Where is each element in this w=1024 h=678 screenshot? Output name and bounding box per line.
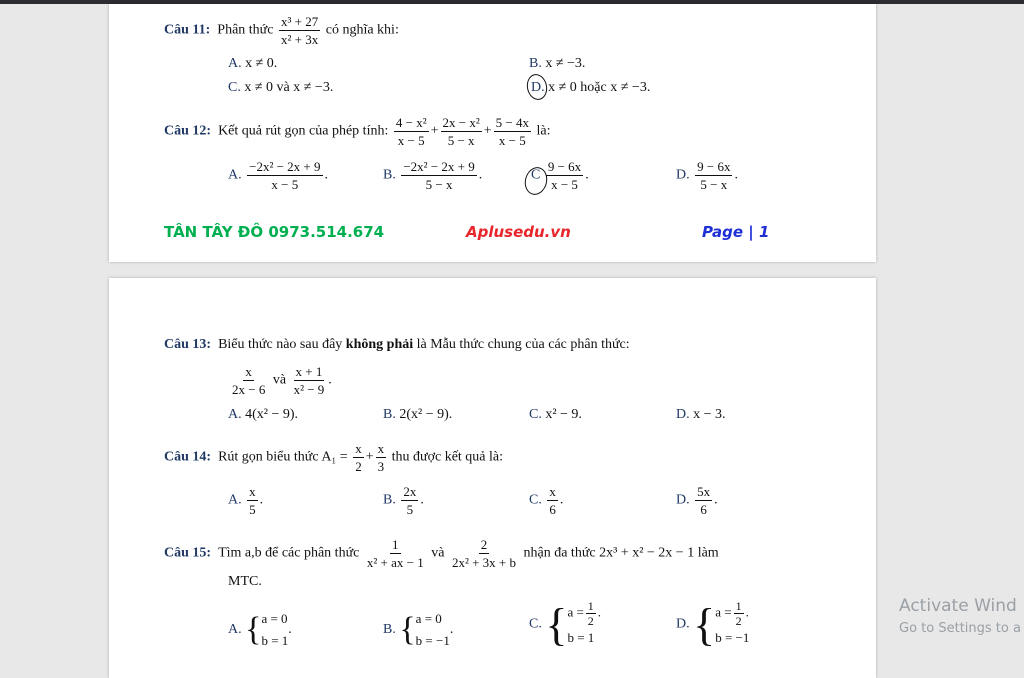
option-c bbox=[228, 80, 333, 96]
question-suffix: nhận đa thức 2x³ + x² − 2x − 1 làm bbox=[523, 545, 719, 561]
numerator: x³ + 27 bbox=[281, 14, 319, 29]
fraction bbox=[365, 537, 426, 570]
footer-page-number: Page | 1 bbox=[702, 223, 770, 241]
option-letter: C bbox=[531, 167, 541, 183]
option-b: B. { a = 0 b = −1 . bbox=[383, 608, 453, 652]
option-c: C $\frac{9 - 6x}{x - 5}$ . bbox=[531, 159, 589, 192]
question-11 bbox=[164, 14, 399, 47]
option-b bbox=[529, 56, 585, 72]
denominator: 2x² + 3x + b bbox=[451, 555, 516, 570]
conjunction: và bbox=[431, 545, 445, 561]
fraction bbox=[247, 484, 258, 517]
option-letter: C. bbox=[228, 80, 241, 95]
fraction bbox=[230, 364, 267, 397]
denominator: x² − 9 bbox=[293, 382, 325, 397]
fraction bbox=[401, 484, 418, 517]
option-letter: D. bbox=[676, 167, 690, 183]
denominator: 3 bbox=[377, 459, 385, 474]
equation-a: a = $\frac{1}{2}$ . bbox=[715, 599, 749, 628]
brace-symbol: { bbox=[245, 611, 262, 648]
option-letter: D. bbox=[676, 492, 690, 508]
option-letter: B. bbox=[383, 622, 396, 638]
question-text: Rút gọn biểu thức A₁ = bbox=[218, 449, 348, 465]
option-text: x ≠ 0. bbox=[245, 56, 278, 71]
option-letter: C. bbox=[529, 407, 542, 422]
question-15 bbox=[164, 537, 719, 570]
fraction bbox=[586, 600, 596, 627]
option-c bbox=[529, 407, 582, 423]
denominator: 5 − x bbox=[700, 177, 728, 192]
question-label: Câu 15: bbox=[164, 545, 212, 561]
question-text: Phân thức bbox=[217, 22, 274, 38]
option-letter: B. bbox=[383, 167, 396, 183]
option-letter: A. bbox=[228, 622, 242, 638]
plus-sign: + bbox=[483, 123, 492, 139]
option-text: 4(x² − 9). bbox=[245, 407, 299, 422]
fraction bbox=[247, 159, 322, 192]
document-page-1 bbox=[109, 4, 876, 262]
equation-b: b = −1 bbox=[415, 633, 450, 648]
option-letter: B. bbox=[529, 56, 542, 71]
fraction bbox=[546, 159, 583, 192]
equation-system bbox=[261, 608, 288, 652]
option-letter: A. bbox=[228, 407, 242, 422]
option-a bbox=[228, 56, 277, 72]
numerator: x bbox=[249, 484, 256, 499]
equation-a: a = 0 bbox=[261, 611, 288, 626]
fraction bbox=[441, 115, 482, 148]
numerator: −2x² − 2x + 9 bbox=[403, 159, 475, 174]
question-text: là Mẫu thức chung của các phân thức: bbox=[416, 337, 630, 352]
footer-website: Aplusedu.vn bbox=[466, 223, 571, 241]
equation-b: b = 1 bbox=[567, 630, 595, 645]
fraction bbox=[494, 115, 531, 148]
plus-sign: + bbox=[430, 123, 439, 139]
numerator: x bbox=[245, 364, 252, 379]
denominator: 2 bbox=[587, 614, 594, 628]
option-letter: D. bbox=[676, 616, 690, 632]
option-text: x² − 9. bbox=[545, 407, 582, 422]
question-text: Kết quả rút gọn của phép tính: bbox=[218, 123, 389, 139]
denominator: 2x − 6 bbox=[232, 382, 266, 397]
plus-sign: + bbox=[365, 449, 374, 465]
option-letter: A. bbox=[228, 167, 242, 183]
numerator: −2x² − 2x + 9 bbox=[249, 159, 321, 174]
denominator: 2 bbox=[735, 614, 742, 628]
option-d: D. $\frac{9 - 6x}{5 - x}$ . bbox=[676, 159, 738, 192]
option-d: D. $\frac{5x}{6}$ . bbox=[676, 484, 718, 517]
fraction bbox=[279, 14, 320, 47]
denominator: 6 bbox=[700, 502, 707, 517]
numerator: 1 bbox=[735, 599, 742, 613]
equation-system bbox=[416, 608, 450, 652]
denominator: x − 5 bbox=[397, 133, 425, 148]
activate-windows-title: Activate Wind bbox=[899, 596, 1017, 616]
fraction bbox=[376, 441, 387, 474]
equation-a: a = $\frac{1}{2}$ . bbox=[567, 599, 602, 628]
option-letter: C. bbox=[529, 492, 542, 508]
option-d bbox=[676, 407, 726, 423]
option-c bbox=[529, 600, 601, 649]
denominator: 5 − x bbox=[425, 177, 453, 192]
question-label: Câu 12: bbox=[164, 123, 212, 139]
question-13-fractions: $\frac{x}{2x - 6}$ và $\frac{x + 1}{\text{x² − 9}}$ . bbox=[232, 364, 332, 397]
question-13 bbox=[164, 337, 630, 353]
option-text: x ≠ −3. bbox=[545, 56, 586, 71]
denominator: x − 5 bbox=[271, 177, 299, 192]
numerator: 1 bbox=[392, 537, 399, 552]
question-text: Biểu thức nào sau đây bbox=[218, 337, 343, 352]
fraction bbox=[401, 159, 476, 192]
numerator: x bbox=[377, 441, 385, 456]
fraction bbox=[353, 441, 364, 474]
fraction bbox=[394, 115, 429, 148]
question-12 bbox=[164, 115, 550, 148]
option-a: A. $\frac{\text{−2x² − 2x + 9}}{x - 5}$ . bbox=[228, 159, 329, 192]
numerator: 1 bbox=[587, 599, 594, 613]
denominator: x − 5 bbox=[498, 133, 526, 148]
numerator: 2 bbox=[480, 537, 488, 552]
option-a: A. $\frac{x}{5}$ . bbox=[228, 484, 264, 517]
numerator: x bbox=[549, 484, 556, 499]
numerator: 5x bbox=[697, 484, 711, 499]
option-d bbox=[676, 600, 749, 649]
question-15-line2: MTC. bbox=[228, 574, 262, 589]
numerator: x bbox=[355, 441, 362, 456]
equation-system bbox=[567, 600, 601, 649]
equation-a: a = 0 bbox=[415, 611, 442, 626]
brace-symbol: { bbox=[545, 598, 568, 650]
numerator: 4 − x² bbox=[395, 115, 427, 130]
fraction bbox=[292, 364, 327, 397]
question-emphasis: không phải bbox=[345, 337, 414, 352]
fraction bbox=[734, 600, 744, 627]
numerator: 2x bbox=[403, 484, 417, 499]
option-b: B. $\frac{2x}{5}$ . bbox=[383, 484, 424, 517]
option-letter: A. bbox=[228, 492, 242, 508]
question-label: Câu 11: bbox=[164, 22, 211, 38]
document-page-2 bbox=[109, 278, 876, 678]
fraction bbox=[695, 484, 712, 517]
question-label: Câu 14: bbox=[164, 449, 212, 465]
denominator: 5 bbox=[249, 502, 256, 517]
denominator: 5 − x bbox=[447, 133, 475, 148]
denominator: 5 bbox=[406, 502, 414, 517]
denominator: x − 5 bbox=[551, 177, 578, 192]
option-a bbox=[228, 407, 298, 423]
question-14 bbox=[164, 441, 503, 474]
option-a: A. { a = 0 b = 1 . bbox=[228, 608, 292, 652]
option-text: x ≠ 0 hoặc x ≠ −3. bbox=[548, 80, 651, 95]
option-letter: B. bbox=[383, 407, 396, 422]
option-b: B. $\frac{\text{−2x² − 2x + 9}}{5 - x}$ . bbox=[383, 159, 483, 192]
option-b bbox=[383, 407, 452, 423]
option-letter: D. bbox=[676, 407, 690, 422]
numerator: x + 1 bbox=[295, 364, 323, 379]
numerator: 9 − 6x bbox=[547, 159, 582, 174]
option-c: C. $\frac{x}{6}$ . bbox=[529, 484, 564, 517]
option-letter: C. bbox=[529, 616, 542, 632]
option-d bbox=[531, 80, 650, 96]
fraction bbox=[450, 537, 518, 570]
denominator: x² + ax − 1 bbox=[366, 555, 424, 570]
activate-windows-subtitle: Go to Settings to a bbox=[899, 621, 1021, 636]
equation-a-prefix: a = bbox=[715, 604, 732, 620]
equation-system bbox=[715, 600, 749, 649]
numerator: 9 − 6x bbox=[697, 159, 731, 174]
equation-b: b = −1 bbox=[715, 630, 750, 645]
fraction bbox=[547, 484, 558, 517]
denominator: 6 bbox=[549, 502, 556, 517]
option-text: 2(x² − 9). bbox=[399, 407, 453, 422]
footer-author: TÂN TÂY ĐÔ 0973.514.674 bbox=[164, 223, 385, 241]
option-letter: B. bbox=[383, 492, 396, 508]
question-suffix: có nghĩa khi: bbox=[325, 22, 399, 38]
option-text: x − 3. bbox=[693, 407, 726, 422]
fraction bbox=[695, 159, 732, 192]
brace-symbol: { bbox=[693, 598, 716, 650]
question-text: Tìm a,b để các phân thức bbox=[218, 545, 360, 561]
denominator: 2 bbox=[355, 459, 362, 474]
brace-symbol: { bbox=[399, 611, 416, 648]
equation-b: b = 1 bbox=[261, 633, 289, 648]
question-suffix: thu được kết quả là: bbox=[391, 449, 504, 465]
option-text: x ≠ 0 và x ≠ −3. bbox=[244, 80, 334, 95]
equation-a-prefix: a = bbox=[567, 604, 584, 620]
numerator: 2x − x² bbox=[442, 115, 480, 130]
question-label: Câu 13: bbox=[164, 337, 212, 352]
question-suffix: là: bbox=[536, 123, 551, 139]
option-letter: D. bbox=[531, 80, 545, 95]
denominator: x² + 3x bbox=[281, 32, 319, 47]
numerator: 5 − 4x bbox=[495, 115, 529, 130]
option-letter: A. bbox=[228, 56, 242, 71]
conjunction: và bbox=[272, 372, 287, 388]
